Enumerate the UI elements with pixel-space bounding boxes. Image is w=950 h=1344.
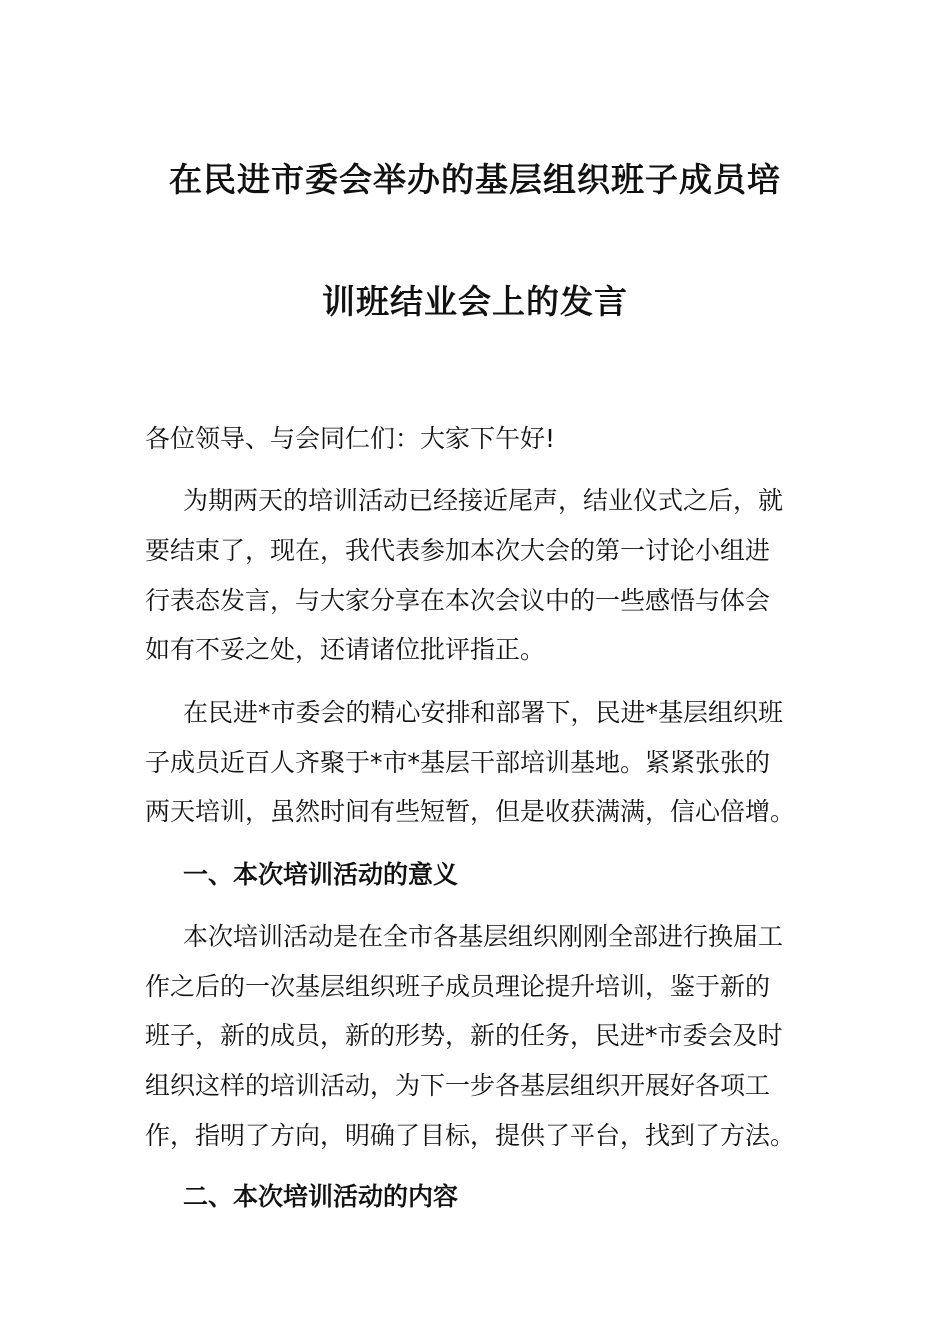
paragraph-1-line: 如有不妥之处，还请诸位批评指正。 xyxy=(145,635,546,664)
greeting: 各位领导、与会同仁们：大家下午好! xyxy=(145,424,556,453)
section-heading-2: 二、本次培训活动的内容 xyxy=(183,1182,459,1211)
paragraph-1-line: 为期两天的培训活动已经接近尾声，结业仪式之后，就 xyxy=(183,486,784,515)
paragraph-3-line: 作，指明了方向，明确了目标，提供了平台，找到了方法。 xyxy=(145,1121,796,1150)
paragraph-3-line: 本次培训活动是在全市各基层组织刚刚全部进行换届工 xyxy=(183,922,784,951)
paragraph-1-line: 要结束了，现在，我代表参加本次大会的第一讨论小组进 xyxy=(145,536,771,565)
document-title-line-1: 在民进市委会举办的基层组织班子成员培 xyxy=(169,160,781,199)
paragraph-2-line: 两天培训，虽然时间有些短暂，但是收获满满，信心倍增。 xyxy=(145,797,796,826)
document-title-line-2: 训班结业会上的发言 xyxy=(322,282,628,321)
section-heading-1: 一、本次培训活动的意义 xyxy=(183,860,459,889)
paragraph-2-line: 在民进*市委会的精心安排和部署下，民进*基层组织班 xyxy=(183,698,784,727)
paragraph-3-line: 组织这样的培训活动，为下一步各基层组织开展好各项工 xyxy=(145,1071,771,1100)
paragraph-1-line: 行表态发言，与大家分享在本次会议中的一些感悟与体会 xyxy=(145,586,771,615)
paragraph-2-line: 子成员近百人齐聚于*市*基层干部培训基地。紧紧张张的 xyxy=(145,748,771,777)
paragraph-3-line: 班子，新的成员，新的形势，新的任务，民进*市委会及时 xyxy=(145,1021,783,1050)
paragraph-3-line: 作之后的一次基层组织班子成员理论提升培训，鉴于新的 xyxy=(145,972,771,1001)
